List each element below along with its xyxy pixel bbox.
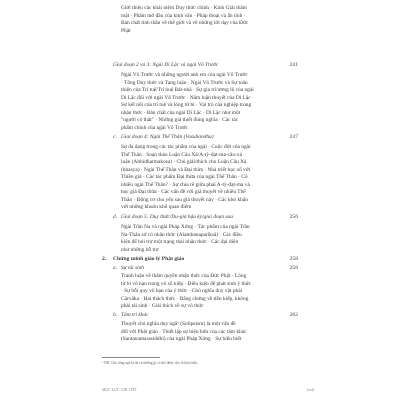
- text-line: · Tông Duy thức và Tạng luận · Ngài Vô Trước và Sự toàn: [121, 79, 248, 86]
- text-line: nhiều ngài Thế Thân? · Sự chia rẽ giữa phái A-tỳ-đạt-ma và: [121, 181, 250, 188]
- sub-b-page-number: 262: [289, 312, 298, 318]
- stage5-page-number: 256: [289, 214, 298, 220]
- text-line: Thuyết chủ nghĩa duy ngã¹ (Solipsism) là một vấn đề: [121, 321, 236, 327]
- text-line: Thế Thân · Soạn thảo Luận Câu Xá/A-tỳ-đạt-ma-câu-xá: [121, 151, 242, 158]
- text-line: như những hỗ trợ: [121, 246, 159, 253]
- sub-b-title: Tâm tri khác: [121, 312, 149, 318]
- intro-paragraph: [121, 5, 287, 35]
- footnote-divider: [102, 357, 160, 358]
- stage2-title: Giai đoạn 2 và 3: Ngài Di Lặc và ngài Vô Trước: [113, 62, 219, 68]
- stage4-page-number: 247: [289, 134, 298, 140]
- stage5-letter: d.: [113, 214, 118, 220]
- text-line: Tranh luận về thẩm quyền nhận thức của Đức Phật · Lòng: [121, 273, 247, 279]
- sub-a-paragraph: [121, 273, 287, 311]
- text-line: mật · Phẩm mở đầu của kinh văn · Pháp thoại và ẩn tính ·: [121, 12, 246, 19]
- text-line: Di Lặc đối với ngài Vô Trước · Năm luận thuyết của Di Lặc ·: [121, 94, 254, 101]
- text-line: Giới thiệu các khái niệm Duy thức chính · Kinh Giải thâm: [121, 5, 247, 11]
- footnote: ¹ ND: Cho rằng ngã là tất cả những gì có thể được cho là hiện hữu.: [102, 361, 198, 365]
- section-page-number: 258: [289, 256, 298, 262]
- text-line: kiện để hỏi trợ một trạng thái nhận thức · Các đại diện: [121, 239, 239, 245]
- text-line: Cārvāka · Hai thách thức · Bằng chứng về tiền kiếp, không: [121, 295, 249, 302]
- stage5-paragraph: [121, 224, 287, 254]
- stage4-letter: c.: [113, 134, 117, 140]
- text-line: Thân · Động cơ cho yếu sau giả thuyết này · Các khó khăn: [121, 196, 248, 203]
- text-line: Na-Thắn sở có nhân thức (Alambanaparīksā) · Các điều: [121, 231, 242, 238]
- text-line: (bhasya) · Ngài Thế Thân và Đại thừa · Nhà triết học số với: [121, 166, 251, 173]
- running-footer: MỤC LỤC CHI TIẾT: [102, 388, 138, 392]
- text-line: Ngài Vô Trước và những người anh em của ngài Vô Trước: [121, 72, 248, 78]
- stage2-page-number: 241: [289, 62, 298, 68]
- text-line: đối với Phật giáo · Thiết lập sự hiện hữu của các tâm khác: [121, 328, 247, 335]
- text-line: với những khuôn khổ quan điểm: [121, 204, 192, 210]
- stage5-title: Giai đoạn 5: Duy thức/Du-già hậu kỳ/giai đoạn sau: [121, 214, 233, 220]
- section-title: Chứng minh giáo lý Phật giáo: [113, 256, 185, 262]
- text-line: Ngài Trần Na và ngài Pháp Xứng · Tác phẩm của ngài Trần: [121, 224, 250, 230]
- sub-a-title: Sự tái sinh: [121, 265, 145, 271]
- folio: [xvi]: [307, 388, 314, 392]
- text-line: Phật: [121, 27, 131, 34]
- sub-a-letter: a.: [113, 265, 118, 271]
- sub-a-page-number: 258: [289, 265, 298, 271]
- text-line: Sự kết nối của trí tuệ và lòng từ bi · Vai trò của nghiệp trong: [121, 102, 252, 108]
- text-line: học giả Đại thừa · Các vấn đề với giả thuyết về nhiều Thế: [121, 189, 246, 195]
- text-line: luận (Abhidharmakosa) · Chủ giải/thích cho Luận Câu Xá: [121, 159, 247, 165]
- text-line: Bản chất tinh thần về thế giới và về những lời dạy của Đức: [121, 20, 249, 26]
- stage2-paragraph: [121, 72, 287, 132]
- text-line: nhận thức · Bản chất của ngài Di Lặc · Di Lặc như một: [121, 109, 241, 116]
- sub-b-paragraph: [121, 321, 287, 344]
- text-line: (Santanantarasiddhi) của ngài Pháp Xứng · Sự hiểu biết: [121, 336, 242, 342]
- section-number: 2.: [102, 256, 107, 262]
- text-line: Sự đa dạng trong các tác phẩm của ngài · Cuộc đời của ngài: [121, 144, 251, 150]
- text-line: Thiền giả · Các tác phẩm Đại thừa của ngài Thế Thân · Có: [121, 174, 248, 180]
- stage4-title: Giai đoạn 4: Ngài Thế Thân (Vasubandhu): [121, 134, 214, 140]
- sub-b-letter: b.: [113, 312, 118, 318]
- stage4-paragraph: [121, 144, 287, 212]
- text-line: thiện của Trí tuệ/Trí huệ Bát-nhã · Sự gia trì/ương lộ của ngài: [121, 87, 254, 93]
- text-line: phẩm chính của ngài Vô Trước: [121, 124, 188, 131]
- text-line: phải tái sinh · Giải thích về sự vô thức: [121, 303, 204, 309]
- text-line: "người có thật" · Những giá thiết đúng nghĩa · Các tác: [121, 117, 239, 123]
- text-line: · Sự hỗi quy vô hạn của ý thức · Chủ nghĩa duy vật phái: [121, 288, 243, 294]
- text-line: từ bi vô hạn trong vô số kiếp · Điều kiện để phát sinh ý thức: [121, 280, 251, 287]
